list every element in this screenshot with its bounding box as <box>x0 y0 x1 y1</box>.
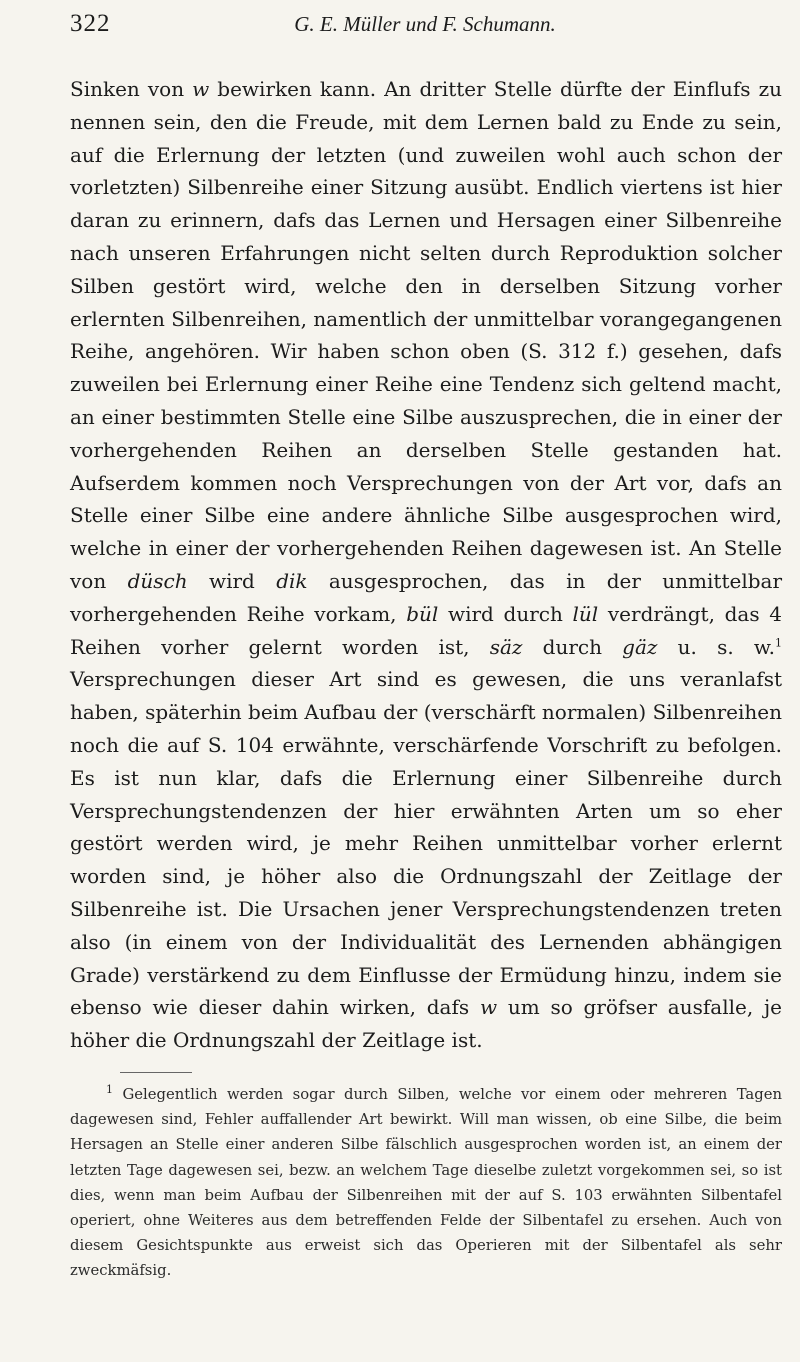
page-header <box>70 10 780 50</box>
italic-syllable: düsch <box>127 568 188 593</box>
footnote-paragraph <box>70 1082 782 1284</box>
italic-syllable: bül <box>406 601 439 626</box>
text-segment: bewirken kann. An dritter Stelle dürfte der Einflufs zu nennen sein, den die Freude, mit dem Lernen bald zu Ende zu sein, auf die Erlernung der letzten (und zuweilen wohl auch schon der vorletzten) Silbenreihe einer Sitzung ausübt. Endlich viertens ist hier daran zu erinnern, dafs das Lernen und Hersagen einer Silbenreihe nach unseren Erfahrungen nicht selten durch Reproduktion solcher Silben gestört wird, welche den in derselben Sitzung vorher erlernten Silbenreihen, namentlich der unmittelbar vorangegangenen Reihe, angehören. Wir haben schon oben (S. 312 f.) gesehen, dafs zuweilen bei Erlernung einer Reihe eine Tendenz sich geltend macht, an einer bestimmten Stelle eine Silbe auszusprechen, die in einer der vorhergehenden Reihen an derselben Stelle gestanden hat. Aufserdem kommen noch Versprechungen von der Art vor, dafs an Stelle einer Silbe eine andere ähnliche Silbe ausgesprochen wird, welche in einer der vorhergehenden Reihen dagewesen ist. An Stelle von <box>70 77 782 593</box>
text-segment: u. s. w. <box>657 634 775 659</box>
text-segment: verdrängt, das 4 Reihen vorher gelernt worden ist, <box>70 601 782 659</box>
footnote-text: Gelegentlich werden sogar durch Silben, welche vor einem oder mehreren Tagen dagewesen sind, Fehler auffallender Art bewirkt. Will man wissen, ob eine Silbe, die beim Hersagen an Stelle einer anderen Silbe fälschlich ausgesprochen worden ist, an einem der letzten Tage dagewesen sei, bezw. an welchem Tage dieselbe zuletzt vorgekommen sei, so ist dies, wenn man beim Aufbau der Silbenreihen mit der auf S. 103 erwähnten Silbentafel operiert, ohne Weiteres aus dem betreffenden Felde der Silbentafel zu ersehen. Auch von diesem Gesichtspunkte aus erweist sich das Operieren mit der Silbentafel als sehr zweckmäfsig. <box>70 1086 782 1280</box>
page-number: 322 <box>70 10 111 37</box>
italic-variable: w <box>479 995 498 1020</box>
text-segment: wird durch <box>438 601 573 626</box>
main-paragraph <box>70 73 782 1057</box>
italic-variable: w <box>192 77 210 101</box>
italic-syllable: dik <box>276 568 308 593</box>
footnote-reference: 1 <box>775 635 782 649</box>
italic-syllable: gäz <box>622 634 658 659</box>
footnote-marker: 1 <box>106 1083 113 1097</box>
body-text <box>70 73 782 1057</box>
footnote-divider <box>120 1072 192 1073</box>
text-segment: ausgesprochen, das in der unmittelbar vorhergehenden Reihe vorkam, <box>70 568 783 626</box>
text-segment: Sinken von <box>70 77 193 101</box>
footnote <box>70 1082 782 1284</box>
italic-syllable: lül <box>572 601 599 626</box>
italic-syllable: säz <box>489 634 523 659</box>
running-head: G. E. Müller und F. Schumann. <box>294 12 556 36</box>
text-segment: um so gröfser ausfalle, je höher die Ordnungszahl der Zeitlage ist. <box>70 995 782 1053</box>
text-segment: Versprechungen dieser Art sind es gewesen, die uns veranlafst haben, späterhin beim Aufbau der (verschärft normalen) Silbenreihen noch die auf S. 104 erwähnte, verschärfende Vorschrift zu befolgen. Es ist nun klar, dafs die Erlernung einer Silbenreihe durch Versprechungstendenzen der hier erwähnten Arten um so eher gestört werden wird, je mehr Reihen unmittelbar vorher erlernt worden sind, je höher also die Ordnungszahl der Zeitlage der Silbenreihe ist. Die Ursachen jener Versprechungstendenzen treten also (in einem von der Individualität des Lernenden abhängigen Grade) verstärkend zu dem Einflusse der Ermüdung hinzu, indem sie ebenso wie dieser dahin wirken, dafs <box>70 667 782 1020</box>
text-segment: wird <box>187 568 277 593</box>
text-segment: durch <box>522 634 623 659</box>
